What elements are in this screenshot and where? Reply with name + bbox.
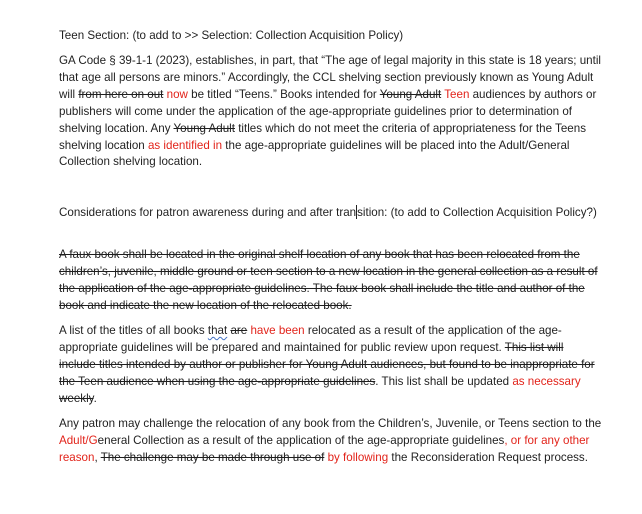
text-run: audiences by authors or publishers will come under the application of the age-appropriate guidelines prior to determination of shelving location. Any — [59, 87, 597, 135]
text-run: relocated as a result of the application of the age-appropriate guidelines will be prepared and maintained for public review upon request. — [59, 324, 562, 354]
deleted-text: The challenge may be made through use of — [100, 450, 325, 464]
paragraph-patron-challenge — [59, 416, 603, 467]
text-run: be titled “Teens.” Books intended for — [187, 87, 380, 101]
text-run: , — [94, 450, 101, 464]
inserted-text: Adult/G — [59, 433, 98, 447]
deleted-text: A faux book shall be located in the original shelf location of any book that has been relocated from the children’s, juvenile, middle ground or teen section to a new location in the general collection as a result of the application of the age-appropriate guidelines. The faux book shall include the title and author of the book and indicate the new location of the relocated book. — [59, 248, 598, 312]
grammar-flagged-text: that — [207, 324, 228, 337]
deleted-text: Young Adult — [379, 87, 442, 101]
heading-text: Teen Section: (to add to >> Selection: Collection Acquisition Policy) — [59, 29, 404, 42]
text-run: . This list shall be updated — [375, 374, 513, 388]
text-run: the Reconsideration Request process. — [388, 450, 588, 464]
heading-text-part: Considerations for patron awareness during and after tran — [59, 206, 357, 219]
text-run: GA Code § 39-1-1 (2023), establishes, in part, that “The age of legal majority in this state is 18 years; until that age all persons are minors.” Accordingly, the CCL shelving section previously known as Young Adult will — [59, 54, 601, 101]
paragraph-faux-book — [59, 247, 603, 315]
text-run: titles which do not meet the criteria of appropriateness for the Teens shelving location — [59, 121, 586, 152]
deleted-text: from here on out — [78, 87, 164, 101]
text-run: Any patron may challenge the relocation of any book from the Children’s, Juvenile, or Teens section to the — [59, 417, 602, 430]
inserted-text: now — [166, 87, 188, 101]
section-heading-teen — [59, 28, 603, 45]
inserted-text: , or for any other reason — [59, 433, 590, 464]
inserted-text: as necessary — [512, 374, 581, 388]
deleted-text: weekly — [59, 391, 94, 405]
inserted-text: as identified in — [147, 138, 223, 152]
paragraph-teen-policy — [59, 53, 603, 171]
text-run: . — [93, 391, 97, 405]
section-heading-considerations — [59, 205, 603, 222]
paragraph-title-list — [59, 323, 603, 408]
heading-text-part: sition: (to add to Collection Acquisition Policy?) — [357, 206, 597, 219]
text-run: A list of the titles of all books — [59, 324, 208, 337]
deleted-text: This list will include titles intended by author or publisher for Young Adult audiences, but found to be inappropriate for the Teen audience when using the age-appropriate guidelines — [59, 340, 595, 388]
inserted-text: by following — [327, 450, 389, 464]
text-run: eneral Collection as a result of the application of the age-appropriate guidelines — [97, 433, 505, 447]
deleted-text: are — [230, 324, 248, 337]
deleted-text: Young Adult — [173, 121, 235, 135]
text-run: the age-appropriate guidelines will be placed into the Adult/General Collection shelving location. — [59, 138, 570, 169]
inserted-text: have — [250, 324, 276, 337]
inserted-text: been — [278, 324, 305, 337]
inserted-text: Teen — [444, 87, 470, 101]
